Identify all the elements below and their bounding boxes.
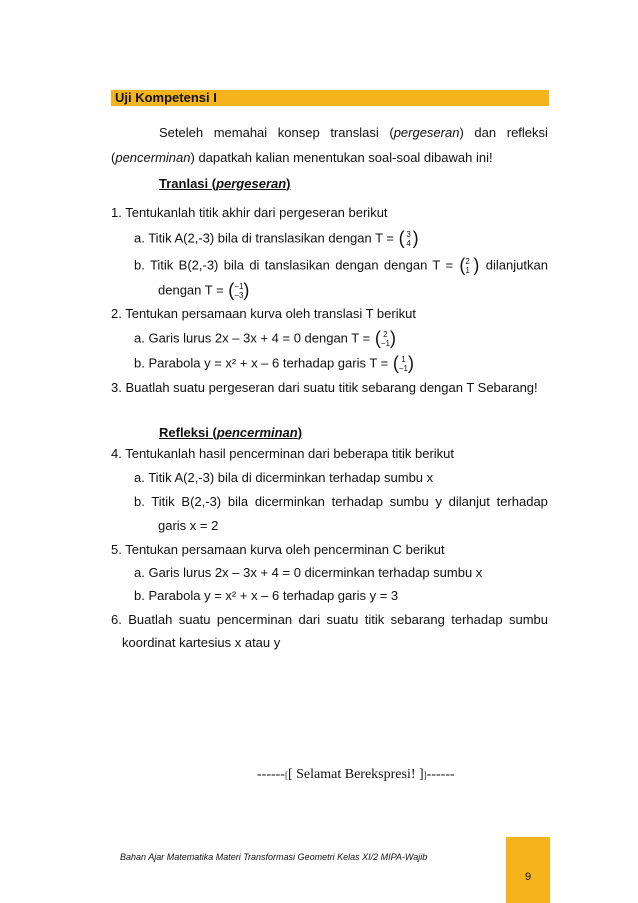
question-1a: a. Titik A(2,-3) bila di translasikan dengan T = ( 3 4) (134, 228, 419, 248)
intro-line-1: Seteleh memahai konsep translasi (pergeseran) dan refleksi (159, 125, 548, 140)
question-1b-cont: dengan T = (−1 −3) (158, 280, 250, 300)
page-number: 9 (524, 871, 532, 883)
question-2a: a. Garis lurus 2x – 3x + 4 = 0 dengan T = ( 2 −1) (134, 328, 396, 348)
footer-text: Bahan Ajar Matematika Materi Transformasi Geometri Kelas XI/2 MIPA-Wajib (120, 852, 428, 862)
question-3: 3. Buatlah suatu pergeseran dari suatu titik sebarang dengan T Sebarang! (111, 380, 538, 395)
question-5: 5. Tentukan persamaan kurva oleh pencerminan C berikut (111, 542, 445, 557)
question-5b: b. Parabola y = x² + x – 6 terhadap garis y = 3 (134, 588, 399, 603)
question-6: 6. Buatlah suatu pencerminan dari suatu titik sebarang terhadap sumbu (111, 612, 548, 627)
section-title: Uji Kompetensi I (115, 90, 217, 105)
question-6-cont: koordinat kartesius x atau y (122, 635, 281, 650)
question-1: 1. Tentukanlah titik akhir dari pergeseran berikut (111, 205, 388, 220)
question-5a: a. Garis lurus 2x – 3x + 4 = 0 dicerminkan terhadap sumbu x (134, 565, 483, 580)
question-4a: a. Titik A(2,-3) bila di dicerminkan terhadap sumbu x (134, 470, 434, 485)
question-4: 4. Tentukanlah hasil pencerminan dari beberapa titik berikut (111, 446, 455, 461)
question-2: 2. Tentukan persamaan kurva oleh translasi T berikut (111, 306, 416, 321)
closing-text: ------[[ Selamat Berekspresi! ]]------ (257, 767, 455, 782)
page-number-box (506, 837, 550, 903)
question-1b: b. Titik B(2,-3) bila di tanslasikan dengan dengan T = (2 1 ) dilanjutkan (134, 255, 548, 275)
vector-t-2a: ( 2 −1) (374, 328, 396, 348)
intro-line-2: (pencerminan) dapatkah kalian menentukan soal-soal dibawah ini! (111, 150, 493, 165)
vector-t-2b: ( 1 −1) (392, 353, 414, 373)
section-title-bar (111, 90, 549, 106)
question-4b: b. Titik B(2,-3) bila dicerminkan terhadap sumbu y dilanjut terhadap (134, 494, 548, 509)
question-4b-cont: garis x = 2 (158, 518, 219, 533)
vector-t-1b: (2 1 ) (459, 255, 480, 275)
heading-refleksi: Refleksi (pencerminan) (159, 425, 303, 440)
vector-t-1b-2: (−1 −3) (228, 280, 250, 300)
question-2b: b. Parabola y = x² + x – 6 terhadap garis T = ( 1 −1) (134, 353, 414, 373)
heading-translasi: Tranlasi (pergeseran) (159, 176, 291, 191)
vector-t-1a: ( 3 4) (398, 228, 419, 248)
